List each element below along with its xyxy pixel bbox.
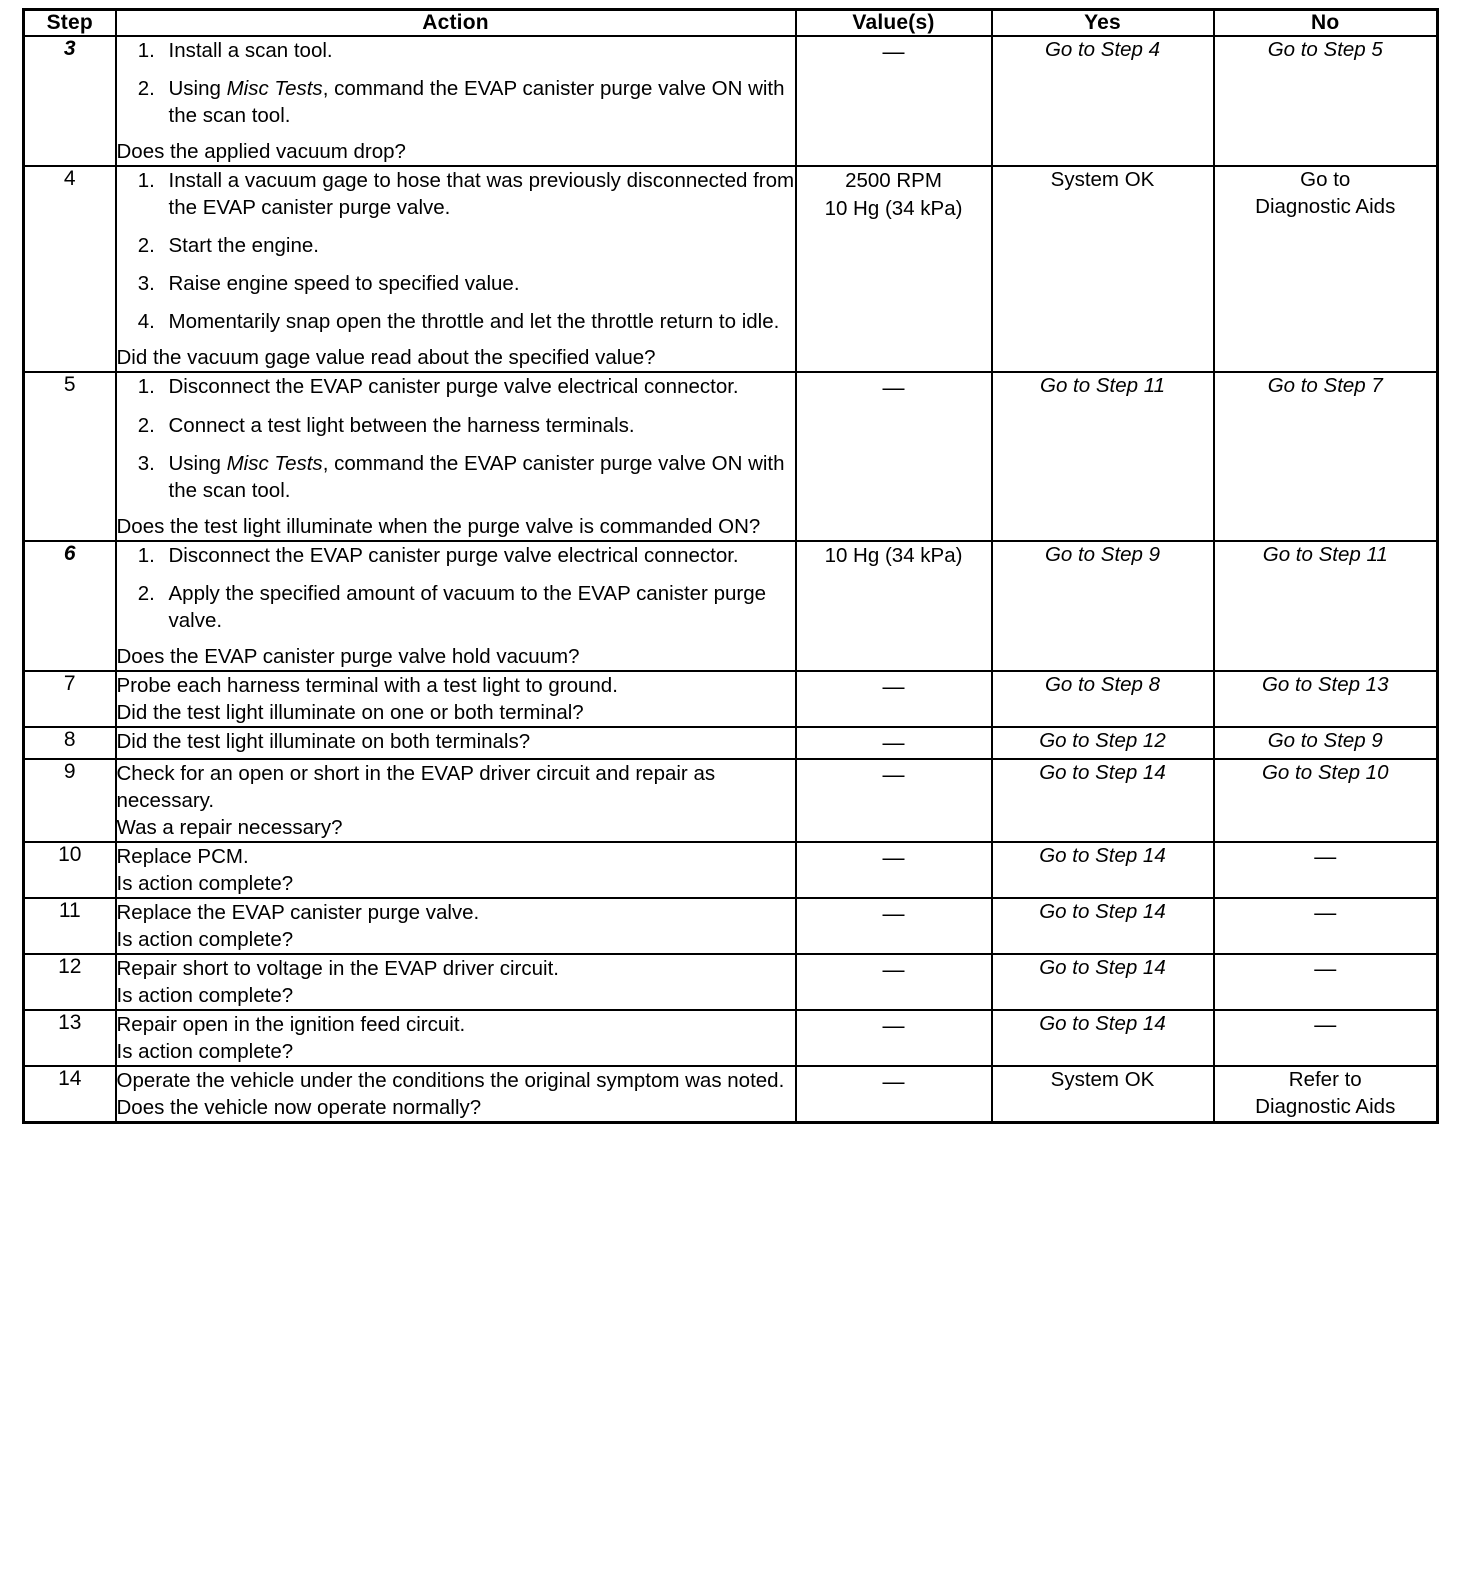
action-step-item: 3. Raise engine speed to specified value. (161, 270, 795, 297)
yes-cell: Go to Step 14 (992, 759, 1214, 842)
action-step-item: 2. Using Misc Tests, command the EVAP canister purge valve ON with the scan tool. (161, 75, 795, 129)
no-cell: — (1214, 898, 1438, 954)
step-number: 7 (24, 671, 116, 727)
step-number: 6 (24, 541, 116, 671)
value-cell: — (796, 842, 992, 898)
value-cell: — (796, 759, 992, 842)
no-cell: Go to Step 5 (1214, 36, 1438, 166)
action-step-item: 1. Disconnect the EVAP canister purge valve electrical connector. (161, 542, 795, 569)
table-row (24, 1066, 1438, 1123)
action-cell (116, 541, 796, 671)
table-row (24, 727, 1438, 759)
action-question: Is action complete? (116, 927, 294, 951)
column-header-yes: Yes (992, 10, 1214, 37)
action-step-item: 4. Momentarily snap open the throttle and let the throttle return to idle. (161, 308, 795, 335)
yes-cell: Go to Step 9 (992, 541, 1214, 671)
table-header (24, 10, 1438, 37)
action-lead: Repair short to voltage in the EVAP driver circuit. (116, 957, 559, 980)
no-cell: Go to Step 9 (1214, 727, 1438, 759)
action-step-item: 3. Using Misc Tests, command the EVAP canister purge valve ON with the scan tool. (161, 450, 795, 504)
action-cell (116, 372, 796, 540)
step-number: 4 (24, 166, 116, 372)
value-cell: — (796, 1066, 992, 1123)
action-step-item: 1. Install a vacuum gage to hose that was previously disconnected from the EVAP canister purge valve. (161, 167, 795, 221)
no-cell: — (1214, 954, 1438, 1010)
action-cell (116, 166, 796, 372)
column-header-action: Action (116, 10, 796, 37)
yes-cell: Go to Step 14 (992, 898, 1214, 954)
value-cell: — (796, 898, 992, 954)
step-number: 14 (24, 1066, 116, 1123)
step-number: 3 (24, 36, 116, 166)
action-question: Is action complete? (116, 871, 294, 895)
action-question: Was a repair necessary? (116, 815, 343, 839)
yes-cell: Go to Step 14 (992, 842, 1214, 898)
table-row (24, 759, 1438, 842)
action-question: Did the vacuum gage value read about the specified value? (116, 346, 656, 370)
action-step-list (117, 37, 795, 129)
action-cell (116, 1066, 796, 1123)
value-cell: — (796, 954, 992, 1010)
action-step-item: 2. Connect a test light between the harness terminals. (161, 412, 795, 439)
table-row (24, 671, 1438, 727)
action-cell (116, 671, 796, 727)
value-cell: 10 Hg (34 kPa) (796, 541, 992, 671)
no-cell: Go to Step 13 (1214, 671, 1438, 727)
action-lead: Replace the EVAP canister purge valve. (116, 900, 480, 924)
action-cell (116, 842, 796, 898)
step-number: 11 (24, 898, 116, 954)
value-cell: — (796, 727, 992, 759)
action-lead: Replace PCM. (116, 844, 249, 868)
action-step-list (117, 542, 795, 634)
table-row (24, 36, 1438, 166)
yes-cell: Go to Step 8 (992, 671, 1214, 727)
table-body (24, 36, 1438, 1123)
action-cell (116, 1010, 796, 1066)
column-header-step: Step (24, 10, 116, 37)
value-cell: — (796, 1010, 992, 1066)
no-cell: Go to Diagnostic Aids (1214, 166, 1438, 372)
table-row (24, 166, 1438, 372)
step-number: 13 (24, 1010, 116, 1066)
action-step-item: 1. Install a scan tool. (161, 37, 795, 64)
value-cell: — (796, 372, 992, 540)
value-cell: — (796, 36, 992, 166)
action-step-list (117, 167, 795, 335)
no-cell: — (1214, 842, 1438, 898)
step-number: 5 (24, 372, 116, 540)
header-row (24, 10, 1438, 37)
action-cell (116, 36, 796, 166)
step-number: 8 (24, 727, 116, 759)
action-question: Does the vehicle now operate normally? (116, 1096, 482, 1120)
yes-cell: System OK (992, 1066, 1214, 1123)
yes-cell: Go to Step 11 (992, 372, 1214, 540)
no-cell: Go to Step 10 (1214, 759, 1438, 842)
action-lead: Repair open in the ignition feed circuit. (116, 1013, 466, 1037)
step-number: 10 (24, 842, 116, 898)
no-cell: Refer to Diagnostic Aids (1214, 1066, 1438, 1123)
action-lead: Probe each harness terminal with a test light to ground. (116, 673, 618, 697)
action-lead: Operate the vehicle under the conditions the original symptom was noted. (116, 1069, 785, 1093)
column-header-no: No (1214, 10, 1438, 37)
column-header-values: Value(s) (796, 10, 992, 37)
table-row (24, 954, 1438, 1010)
action-step-item: 1. Disconnect the EVAP canister purge valve electrical connector. (161, 373, 795, 400)
action-lead: Check for an open or short in the EVAP driver circuit and repair as necessary. (116, 761, 716, 812)
yes-cell: Go to Step 14 (992, 954, 1214, 1010)
action-question: Does the applied vacuum drop? (116, 140, 406, 164)
action-question: Does the test light illuminate when the purge valve is commanded ON? (116, 514, 761, 538)
action-cell (116, 898, 796, 954)
value-cell: 2500 RPM 10 Hg (34 kPa) (796, 166, 992, 372)
yes-cell: Go to Step 12 (992, 727, 1214, 759)
no-cell: — (1214, 1010, 1438, 1066)
action-question: Did the test light illuminate on both terminals? (116, 729, 531, 753)
no-cell: Go to Step 11 (1214, 541, 1438, 671)
step-number: 9 (24, 759, 116, 842)
action-step-item: 2. Apply the specified amount of vacuum to the EVAP canister purge valve. (161, 580, 795, 634)
yes-cell: Go to Step 14 (992, 1010, 1214, 1066)
action-cell (116, 727, 796, 759)
yes-cell: System OK (992, 166, 1214, 372)
yes-cell: Go to Step 4 (992, 36, 1214, 166)
action-question: Is action complete? (116, 984, 294, 1008)
diagnostic-step-table (22, 8, 1439, 1124)
table-row (24, 372, 1438, 540)
step-number: 12 (24, 954, 116, 1010)
value-cell: — (796, 671, 992, 727)
no-cell: Go to Step 7 (1214, 372, 1438, 540)
table-row (24, 842, 1438, 898)
action-question: Is action complete? (116, 1040, 294, 1064)
action-cell (116, 954, 796, 1010)
action-question: Does the EVAP canister purge valve hold vacuum? (116, 644, 580, 668)
table-row (24, 541, 1438, 671)
table-row (24, 1010, 1438, 1066)
action-step-list (117, 373, 795, 503)
table-row (24, 898, 1438, 954)
action-step-item: 2. Start the engine. (161, 232, 795, 259)
action-question: Did the test light illuminate on one or both terminal? (116, 700, 584, 724)
action-cell (116, 759, 796, 842)
